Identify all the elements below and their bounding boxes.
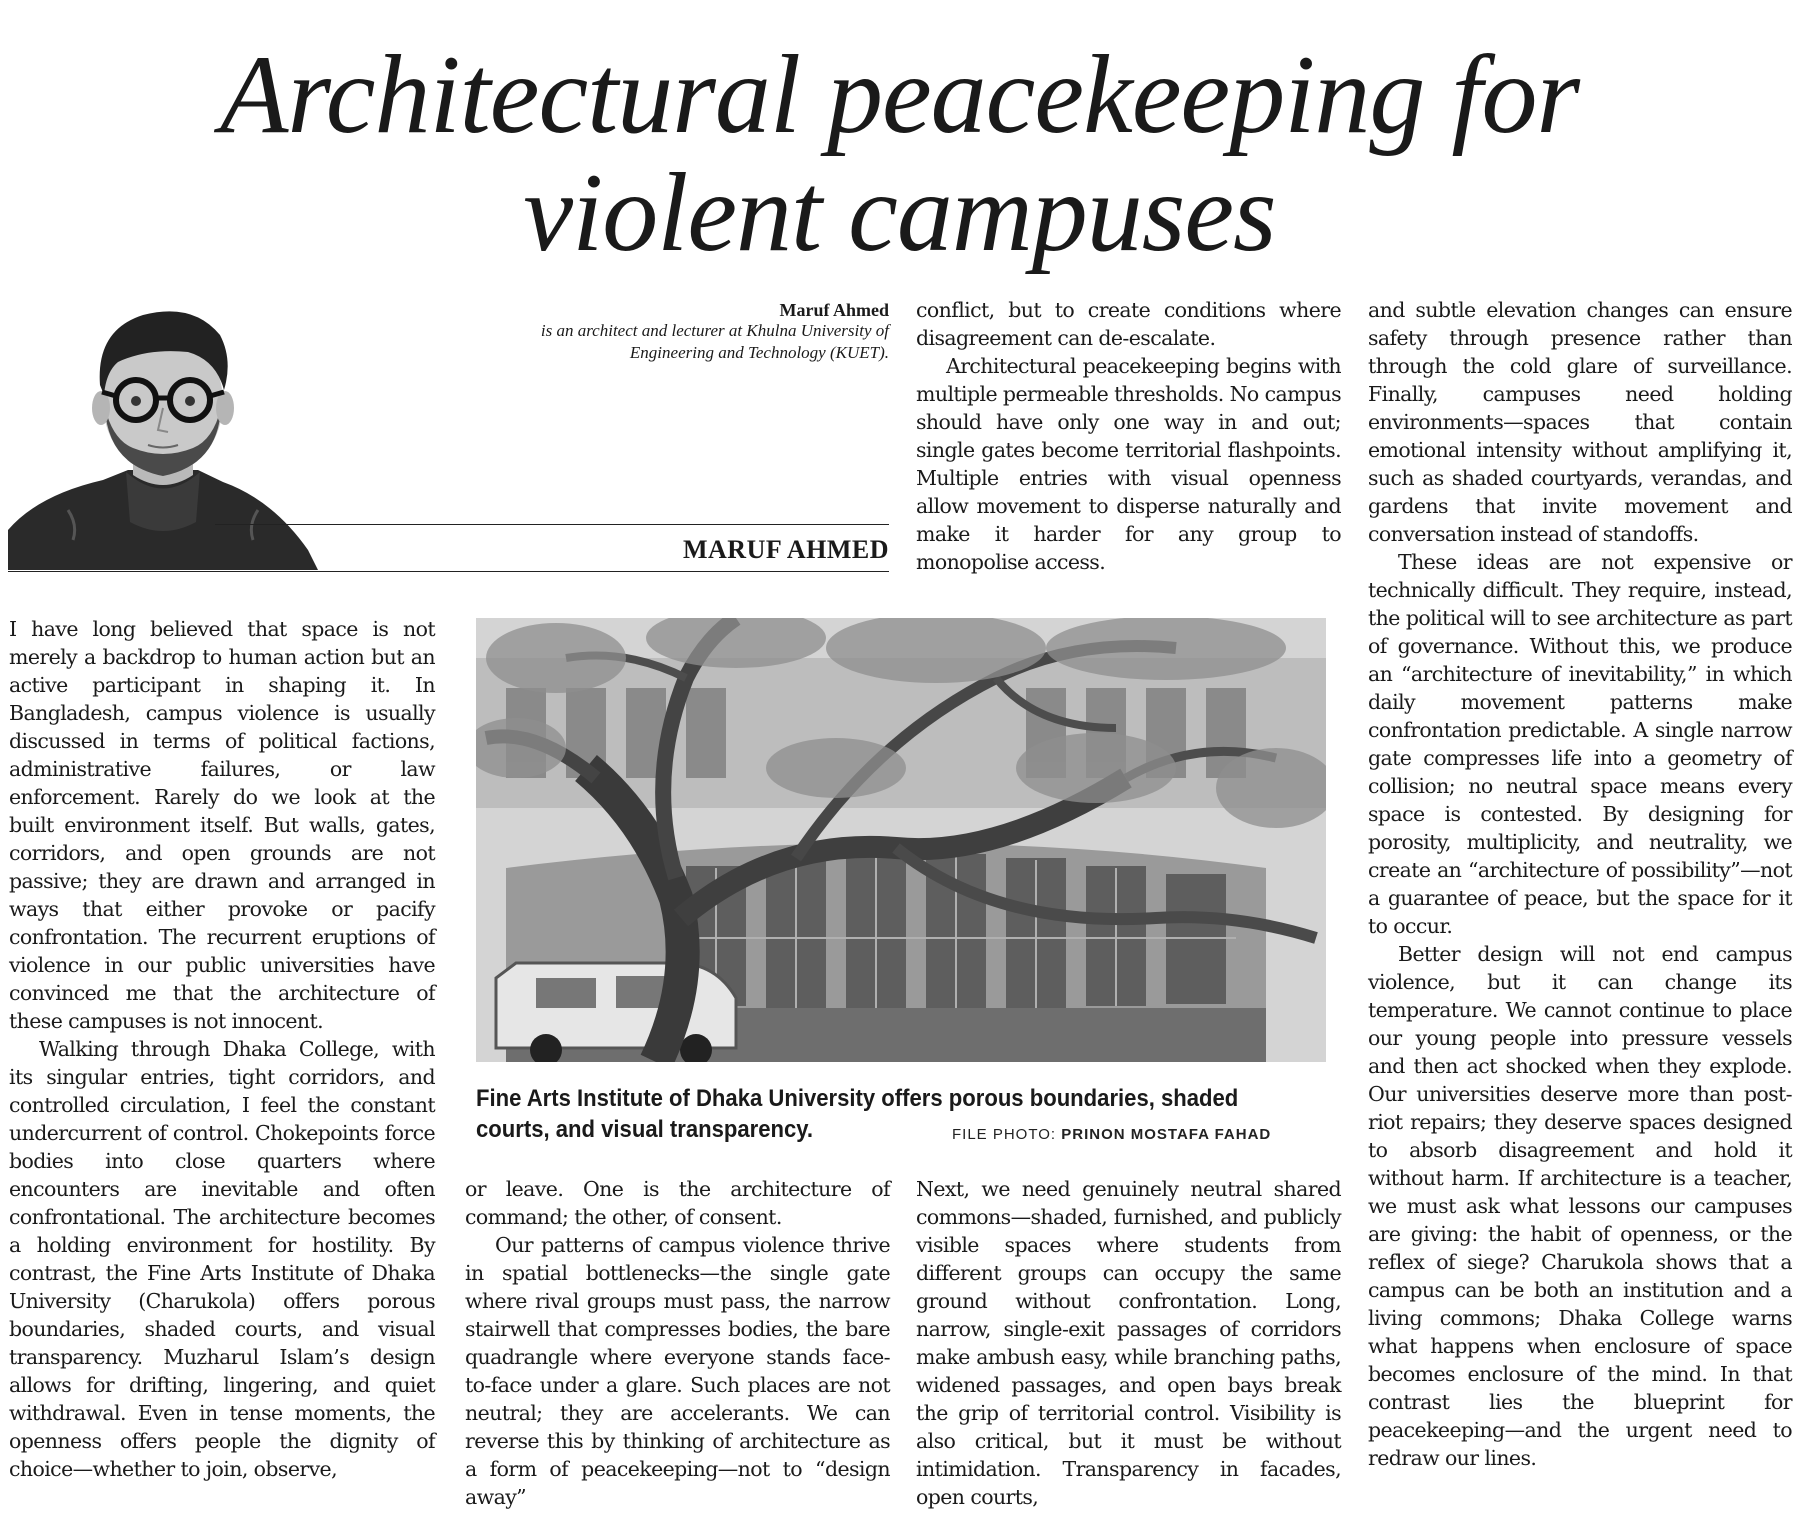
headline-line-2: violent campuses bbox=[523, 151, 1276, 275]
column-1-paragraph-2: Walking through Dhaka College, with its singular entries, tight corridors, and controlled circulation, I feel the constant undercurrent of control. Chokepoints force bodies into close quarters where encounters are inevitable and often confrontational. The architecture becomes a holding environment for hostility. By contrast, the Fine Arts Institute of Dhaka University (Charukola) offers porous boundaries, shaded courts, and visual transparency. Muzharul Islam’s design allows for drifting, lingering, and quiet withdrawal. Even in tense moments, the openness offers people the dignity of choice—whether to join, observe, bbox=[9, 1037, 435, 1481]
column-3-paragraph-3: Next, we need genuinely neutral shared commons—shaded, furnished, and publicly visible spaces where students from different groups can occupy the same ground without confrontation. Long, narrow, single-exit passages of corridors make ambush easy, while branching paths, widened passages, and open bays break the grip of territorial control. Visibility is also critical, but it must be without intimidation. Transparency in facades, open courts, bbox=[916, 1177, 1341, 1509]
column-4 bbox=[1368, 296, 1792, 1472]
campus-photo bbox=[476, 618, 1326, 1062]
byline-rule-bottom bbox=[8, 571, 889, 572]
photo-credit bbox=[952, 1126, 1271, 1143]
column-3-top bbox=[916, 296, 1341, 576]
column-4-paragraph-2: These ideas are not expensive or technically difficult. They require, instead, the political will to see architecture as part of governance. Without this, we produce an “architecture of inevitability,” in which daily movement patterns make confrontation predictable. A single narrow gate compresses life into a geometry of collision; no neutral space means every space is contested. By designing for porosity, multiplicity, and neutrality, we create an “architecture of possibility”—not a guarantee of peace, but the space for it to occur. bbox=[1368, 550, 1792, 938]
column-3-bottom bbox=[916, 1175, 1341, 1511]
byline-bio-line-1: is an architect and lecturer at Khulna University of bbox=[540, 321, 889, 340]
photo-caption: Fine Arts Institute of Dhaka University offers porous boundaries, shaded courts, and visual transparency. bbox=[476, 1085, 1239, 1143]
column-2-paragraph-1: or leave. One is the architecture of command; the other, of consent. bbox=[465, 1177, 890, 1229]
column-2 bbox=[465, 1175, 890, 1511]
photo-credit-prefix: FILE PHOTO: bbox=[952, 1126, 1057, 1143]
column-1 bbox=[9, 615, 435, 1483]
headline-line-1: Architectural peacekeeping for bbox=[219, 33, 1580, 157]
byline-name: Maruf Ahmed bbox=[779, 300, 889, 320]
byline-bio-line-2: Engineering and Technology (KUET). bbox=[629, 343, 889, 362]
byline-caps-name: MARUF AHMED bbox=[682, 535, 889, 564]
column-1-paragraph-1: I have long believed that space is not merely a backdrop to human action but an active participant in shaping it. In Bangladesh, campus violence is usually discussed in terms of political factions, administrative failures, or law enforcement. Rarely do we look at the built environment itself. But walls, gates, corridors, and open grounds are not passive; they are drawn and arranged in ways that either provoke or pacify confrontation. The recurrent eruptions of violence in our public universities have convinced me that the architecture of these campuses is not innocent. bbox=[9, 617, 435, 1033]
column-4-paragraph-1: and subtle elevation changes can ensure safety through presence rather than through the cold glare of surveillance. Finally, campuses need holding environments—spaces that contain emotional intensity without amplifying it, such as shaded courtyards, verandas, and gardens that invite movement and conversation instead of standoffs. bbox=[1368, 298, 1792, 546]
photo-credit-name: PRINON MOSTAFA FAHAD bbox=[1061, 1126, 1272, 1143]
column-3-paragraph-1: conflict, but to create conditions where disagreement can de-escalate. bbox=[916, 298, 1341, 350]
headline bbox=[0, 33, 1799, 275]
byline-bio bbox=[420, 320, 889, 364]
byline-rule-top bbox=[215, 524, 889, 525]
column-2-paragraph-2: Our patterns of campus violence thrive in spatial bottlenecks—the single gate where rival groups must pass, the narrow stairwell that compresses bodies, the bare quadrangle where everyone stands face-to-face under a glare. Such places are not neutral; they are accelerants. We can reverse this by thinking of architecture as a form of peacekeeping—not to “design away” bbox=[465, 1233, 890, 1509]
column-4-paragraph-3: Better design will not end campus violence, but it can change its temperature. We cannot continue to place our young people into pressure vessels and then act shocked when they explode. Our universities deserve more than post-riot repairs; they deserve spaces designed to absorb disagreement and hold it without harm. If architecture is a teacher, we must ask what lessons our campuses are giving: the habit of openness, or the reflex of siege? Charukola shows that a campus can be both an institution and a living commons; Dhaka College warns what happens when enclosure of space becomes enclosure of the mind. In that contrast lies the blueprint for peacekeeping—and the urgent need to redraw our lines. bbox=[1368, 942, 1792, 1470]
column-3-paragraph-2: Architectural peacekeeping begins with multiple permeable thresholds. No campus should have only one way in and out; single gates become territorial flashpoints. Multiple entries with visual openness allow movement to disperse naturally and make it harder for any group to monopolise access. bbox=[916, 354, 1341, 574]
author-portrait bbox=[8, 290, 318, 570]
